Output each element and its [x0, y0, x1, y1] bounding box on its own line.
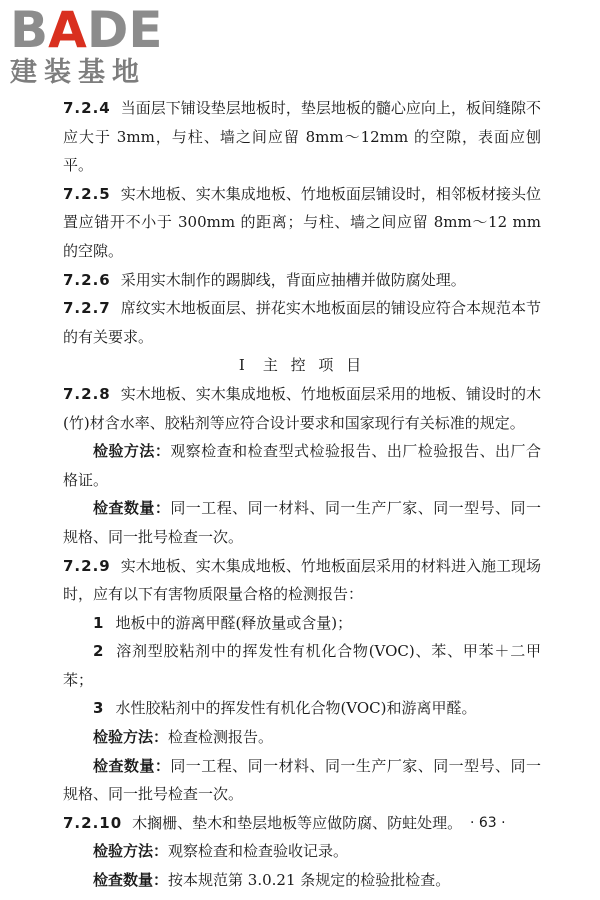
inspection-method-text: 检查检测报告。 — [168, 728, 274, 747]
section-roman-numeral: Ⅰ — [238, 356, 249, 375]
clause-text: 采用实木制作的踢脚线，背面应抽槽并做防腐处理。 — [120, 270, 466, 289]
inspection-quantity-text: 同一工程、同一材料、同一生产厂家、同一型号、同一规格、同一批号检查一次。 — [63, 499, 541, 546]
clause-7-2-8 — [63, 380, 541, 437]
section-heading — [63, 351, 541, 380]
sub-item-3 — [63, 694, 541, 723]
section-title: 主 控 项 目 — [262, 356, 366, 375]
logo-letters-de: DE — [86, 1, 163, 59]
inspection-quantity — [63, 494, 541, 551]
inspection-method — [63, 837, 541, 866]
clause-number: 7.2.6 — [63, 270, 111, 289]
clause-7-2-4 — [63, 94, 541, 180]
logo-wordmark — [10, 1, 180, 59]
clause-number: 7.2.7 — [63, 299, 111, 318]
clause-text: 实木地板、实木集成地板、竹地板面层铺设时，相邻板材接头位置应错开不小于 300mm 的距离；与柱、墙之间应留 8mm～12 mm 的空隙。 — [63, 184, 541, 260]
inspection-quantity-label: 检查数量： — [93, 871, 169, 890]
inspection-method — [63, 437, 541, 494]
clause-text: 当面层下铺设垫层地板时，垫层地板的髓心应向上，板间缝隙不应大于 3mm，与柱、墙之间应留 8mm～12mm 的空隙，表面应刨平。 — [63, 99, 541, 175]
clause-number: 7.2.4 — [63, 99, 111, 117]
sub-item-number: 1 — [93, 613, 104, 632]
clause-7-2-7 — [63, 294, 541, 351]
clause-7-2-5 — [63, 180, 541, 266]
sub-item-number: 2 — [93, 642, 104, 661]
clause-number: 7.2.8 — [63, 384, 111, 403]
sub-item-text: 水性胶粘剂中的挥发性有机化合物(VOC)和游离甲醛。 — [115, 699, 477, 718]
inspection-quantity-text: 按本规范第 3.0.21 条规定的检验批检查。 — [168, 871, 451, 890]
inspection-method — [63, 723, 541, 752]
inspection-method-label: 检验方法： — [93, 728, 169, 747]
clause-text: 席纹实木地板面层、拼花实木地板面层的铺设应符合本规范本节的有关要求。 — [63, 299, 541, 346]
sub-item-text: 地板中的游离甲醛(释放量或含量)； — [115, 613, 353, 632]
inspection-quantity-text: 同一工程、同一材料、同一生产厂家、同一型号、同一规格、同一批号检查一次。 — [63, 756, 541, 804]
clause-number: 7.2.9 — [63, 556, 111, 575]
sub-item-text: 溶剂型胶粘剂中的挥发性有机化合物(VOC)、苯、甲苯＋二甲苯； — [63, 642, 541, 689]
inspection-quantity-label: 检查数量： — [93, 756, 171, 775]
sub-item-1 — [63, 609, 541, 638]
inspection-quantity-label: 检查数量： — [93, 499, 171, 518]
clause-number: 7.2.10 — [63, 813, 123, 832]
clause-text: 实木地板、实木集成地板、竹地板面层采用的地板、铺设时的木(竹)材含水率、胶粘剂等应符合设计要求和国家现行有关标准的规定。 — [63, 384, 541, 432]
logo-letter-a-accent: A — [48, 1, 87, 59]
logo-cjk-text: 建装基地 — [10, 57, 146, 88]
inspection-quantity — [63, 866, 541, 895]
inspection-quantity — [63, 752, 541, 809]
clause-7-2-6 — [63, 266, 541, 295]
inspection-method-text: 观察检查和检查验收记录。 — [168, 842, 349, 861]
clause-text: 实木地板、实木集成地板、竹地板面层采用的材料进入施工现场时，应有以下有害物质限量合格的检测报告： — [63, 556, 541, 604]
logo-letter-b: B — [10, 1, 49, 59]
page-number: · 63 · — [470, 815, 506, 831]
inspection-method-label: 检验方法： — [93, 842, 169, 861]
sub-item-2 — [63, 637, 541, 694]
document-body — [63, 94, 541, 895]
inspection-method-text: 观察检查和检查型式检验报告、出厂检验报告、出厂合格证。 — [63, 442, 541, 489]
inspection-method-label: 检验方法： — [93, 442, 171, 461]
sub-item-number: 3 — [93, 699, 104, 718]
clause-number: 7.2.5 — [63, 184, 111, 203]
clause-7-2-9 — [63, 552, 541, 609]
clause-text: 木搁栅、垫木和垫层地板等应做防腐、防蛀处理。 — [132, 813, 463, 832]
brand-logo — [10, 1, 180, 89]
